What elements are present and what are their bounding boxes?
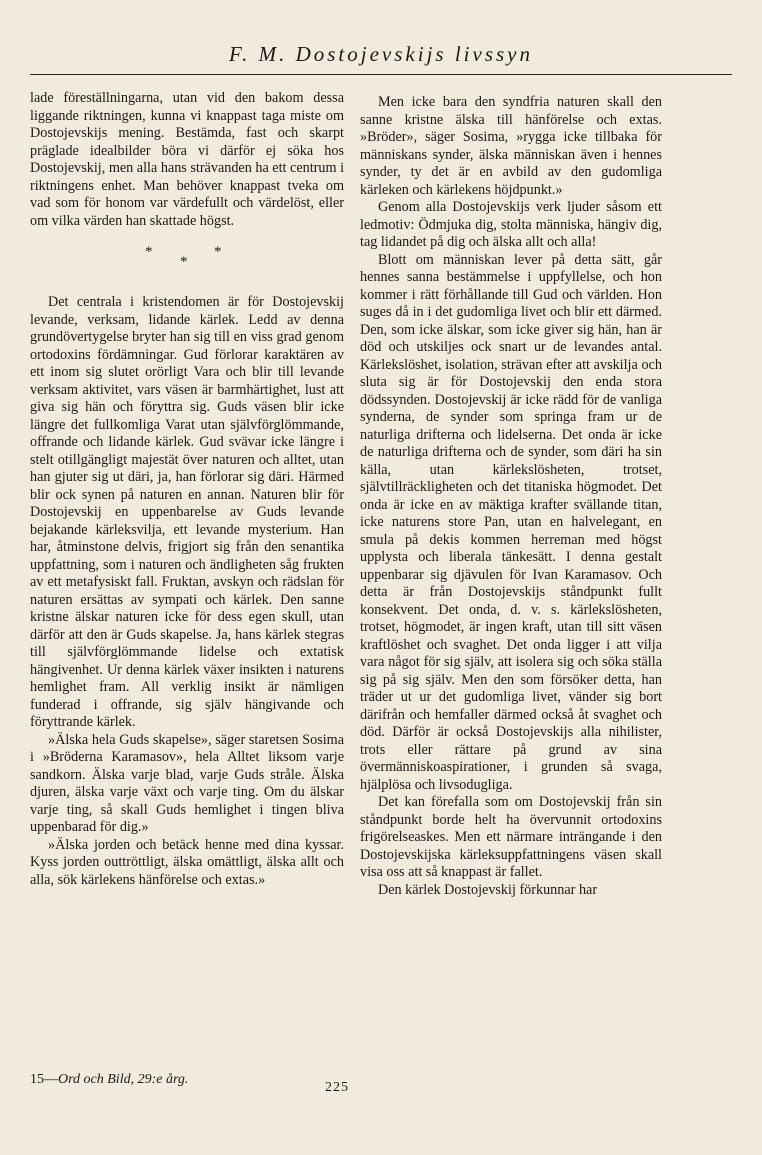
separator-star: * — [145, 244, 153, 260]
separator-star: * — [180, 254, 188, 270]
left-paragraph-3: »Älska hela Guds skapelse», säger staretsen Sosima i »Bröderna Karamasov», hela Alltet liksom varje sandkorn. Älska varje blad, varje Guds stråle. Älska djuren, älska varje växt och varje ting. Om du älskar varje ting, så skall Guds hemlighet i tingen bliva uppenbarad för dig.» — [30, 731, 344, 835]
page-number: 225 — [325, 1080, 349, 1095]
separator-star: * — [214, 244, 222, 260]
right-column — [360, 94, 662, 899]
signature-number: 15— — [30, 1072, 58, 1087]
header-rule — [30, 74, 732, 75]
right-paragraph-3: Blott om människan lever på detta sätt, går hennes sanna bestämmelse i uppfyllelse, och hon kommer i rätt förhållande till Gud och världen. Hon suges då in i det gudomliga livet och blir ett därmed. Den, som icke älskar, som icke giver sig hän, han är död och utskiljes ock snart ur de levandes antal. Kärlekslöshet, isolation, strävan efter att avskilja och sluta sig är för Dostojevskij den enda stora dödssynden. Dostojevskij är icke rädd för de vanliga synderna, de synder som springa fram ur de naturliga drifterna och lidelserna. Det onda är icke de naturliga drifterna och de synder, som däri ha sin källa, utan kärlekslösheten, trotset, självtillräckligheten och det titaniska högmodet. Det onda är icke en av mäktiga krafter svällande titan, icke naturens store Pan, utan en halvelegant, en smula på dekis kommen herreman med högst upplysta och liberala tänkesätt. I denna gestalt uppenbarar sig djävulen för Ivan Karamasov. Och detta är från Dostojevskijs ståndpunkt fullt konsekvent. Det onda, d. v. s. kärlekslösheten, trotset, högmodet, är ingen kraft, utan till sitt väsen kraftlöshet och svaghet. Det onda ligger i att vilja vara något för sig själv, att isolera sig och söka ställa sig på sig själv. Men den som försöker detta, han träder ut ur det gudomliga livet, vänder sig bort därifrån och hemfaller därmed också åt svaghet och död. Därför är också Dostojevskijs alla nihilister, trots eller rättare på grund av sina övermänniskoaspirationer, i grunden så svaga, hjälplösa och livsodugliga. — [360, 251, 662, 793]
running-header: F. M. Dostojevskijs livssyn — [228, 42, 533, 66]
left-paragraph-1: lade föreställningarna, utan vid den bakom dessa liggande riktningen, kunna vi knappast taga miste om Dostojevskijs mening. Bestämda, fast och skarpt präglade idealbilder böra vi därför ej söka hos Dostojevskij, men alla hans strävanden ha ett centrum i riktningens enhet. Man behöver knappast tveka om vad som för honom var värdefullt och värdelöst, eller om vilka värden han skattade högst. — [30, 90, 345, 229]
right-paragraph-2: Genom alla Dostojevskijs verk ljuder såsom ett ledmotiv: Ödmjuka dig, stolta människa, hängiv dig, tag lidandet på dig och älska allt och alla! — [360, 199, 662, 250]
left-paragraph-2: Det centrala i kristendomen är för Dostojevskij levande, verksam, lidande kärlek. Ledd av denna grundövertygelse bryter han sig till en viss grad genom ortodoxins fördämningar. Gud förlorar karaktären av ett inom sig slutet orörligt Vara och blir till levande verksam aktivitet, vars väsen är barmhärtighet, lust att giva sig hän och föryttra sig. Guds väsen blir icke längre det fullkomliga Varat utan självförglömmande, offrande och lidande kärlek. Gud svävar icke längre i stelt otillgängligt majestät över naturen och alltet, utan han gjuter sig ut däri, ja, han förlorar sig däri. Härmed blir ock synen på naturen en annan. Naturen blir för Dostojevskij en uppenbarelse av Guds levande bejakande kärleksvilja, ett levande mysterium. Han har, åtminstone delvis, frigjort sig från den senantika uppfattning, som i naturen och ändligheten såg frukten av ett metafysiskt fall. Fruktan, avskyn och rädslan för naturen ersättas av sympati och kärlek. Den sanne kristne älskar naturen icke för dess egen skull, utan därför att den är Guds skapelse. Ja, hans kärlek stegras till självförglömmande lidelse och extatisk hängivenhet. Ur denna kärlek växer insikten i naturens hemlighet fram. All verklig insikt är nämligen funderad i offrande, sig själv hängivande och föryttrande kärlek. — [30, 294, 344, 730]
section-separator — [30, 230, 344, 280]
journal-name: Ord och Bild, 29:e årg. — [58, 1072, 189, 1087]
left-column — [30, 90, 344, 889]
left-paragraph-4: »Älska jorden och betäck henne med dina kyssar. Kyss jorden outtröttligt, älska omättligt, älska allt och alla, sök kärlekens hänförelse och extas.» — [30, 836, 344, 888]
right-paragraph-5: Den kärlek Dostojevskij förkunnar har — [378, 881, 598, 898]
signature-line — [30, 1072, 188, 1088]
right-paragraph-1: Men icke bara den syndfria naturen skall den sanne kristne älska till hänförelse och extas. »Bröder», säger Sosima, »rygga icke tillbaka för människans synder, älska människan även i hennes synder, ty det är en avbild av den gudomliga kärleken och kärlekens höjdpunkt.» — [360, 94, 662, 198]
right-paragraph-4: Det kan förefalla som om Dostojevskij från sin ståndpunkt borde helt ha övervunnit ortodoxins frigörelseaskes. Men ett närmare inträngande i den Dostojevskijska kärleksuppfattningens väsen skall visa oss att så knappast är fallet. — [360, 794, 662, 880]
